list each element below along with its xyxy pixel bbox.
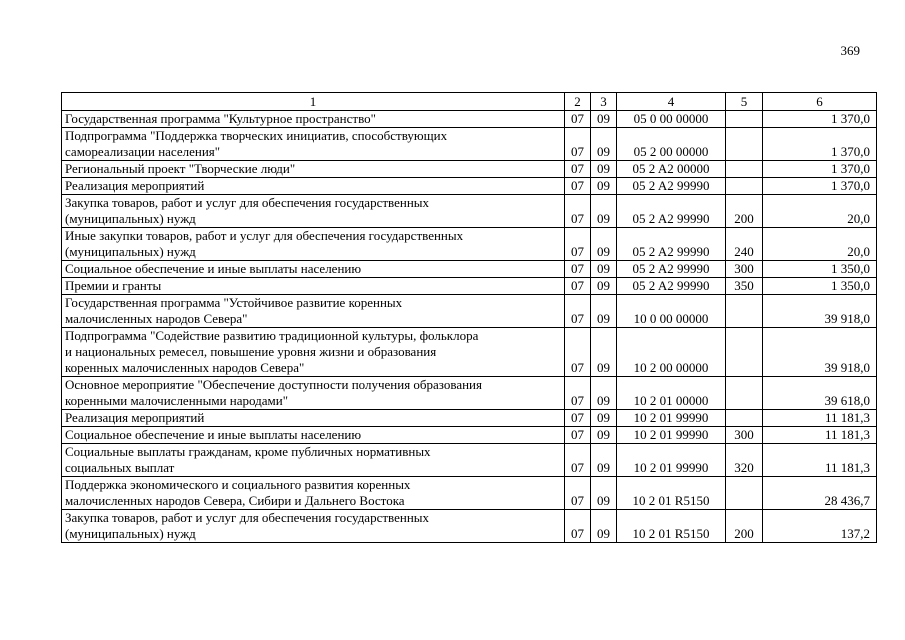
row-name: Поддержка экономического и социального развития коренных малочисленных народов Севера, Сибири и Дальнего Востока <box>62 477 565 510</box>
row-amount: 39 918,0 <box>763 328 877 377</box>
row-amount: 1 350,0 <box>763 261 877 278</box>
table-row <box>62 295 877 328</box>
row-chapter: 07 <box>565 228 591 261</box>
row-chapter: 07 <box>565 161 591 178</box>
header-col-5: 5 <box>726 93 763 111</box>
row-target-code: 05 2 A2 99990 <box>617 195 726 228</box>
table-row <box>62 427 877 444</box>
row-subsection: 09 <box>591 195 617 228</box>
row-name: Премии и гранты <box>62 278 565 295</box>
row-target-code: 05 0 00 00000 <box>617 111 726 128</box>
row-amount: 39 918,0 <box>763 295 877 328</box>
table-row <box>62 377 877 410</box>
row-target-code: 10 2 01 00000 <box>617 377 726 410</box>
row-chapter: 07 <box>565 178 591 195</box>
table-row <box>62 128 877 161</box>
table-row <box>62 444 877 477</box>
row-subsection: 09 <box>591 228 617 261</box>
header-col-4: 4 <box>617 93 726 111</box>
table-row <box>62 278 877 295</box>
table-row <box>62 410 877 427</box>
table-row <box>62 161 877 178</box>
row-expense-type <box>726 295 763 328</box>
row-subsection: 09 <box>591 261 617 278</box>
row-subsection: 09 <box>591 278 617 295</box>
row-chapter: 07 <box>565 510 591 543</box>
row-amount: 1 370,0 <box>763 128 877 161</box>
row-expense-type: 240 <box>726 228 763 261</box>
budget-table <box>61 92 877 543</box>
table-row <box>62 195 877 228</box>
row-subsection: 09 <box>591 178 617 195</box>
row-target-code: 10 2 01 99990 <box>617 427 726 444</box>
row-name: Основное мероприятие "Обеспечение доступности получения образования коренными малочисленными народами" <box>62 377 565 410</box>
row-target-code: 10 2 01 99990 <box>617 444 726 477</box>
row-chapter: 07 <box>565 427 591 444</box>
row-expense-type <box>726 111 763 128</box>
row-target-code: 05 2 00 00000 <box>617 128 726 161</box>
row-name: Социальные выплаты гражданам, кроме публичных нормативных социальных выплат <box>62 444 565 477</box>
row-target-code: 05 2 A2 99990 <box>617 278 726 295</box>
row-expense-type: 320 <box>726 444 763 477</box>
table-body <box>62 111 877 543</box>
row-name: Социальное обеспечение и иные выплаты населению <box>62 261 565 278</box>
row-expense-type <box>726 128 763 161</box>
row-name: Государственная программа "Культурное пространство" <box>62 111 565 128</box>
table-row <box>62 178 877 195</box>
row-subsection: 09 <box>591 427 617 444</box>
header-col-2: 2 <box>565 93 591 111</box>
row-expense-type: 300 <box>726 427 763 444</box>
row-expense-type <box>726 477 763 510</box>
row-amount: 137,2 <box>763 510 877 543</box>
page-number: 369 <box>840 43 860 58</box>
row-subsection: 09 <box>591 510 617 543</box>
row-name: Подпрограмма "Поддержка творческих инициатив, способствующих самореализации населения" <box>62 128 565 161</box>
row-amount: 1 370,0 <box>763 111 877 128</box>
row-name: Региональный проект "Творческие люди" <box>62 161 565 178</box>
table-row <box>62 228 877 261</box>
row-subsection: 09 <box>591 161 617 178</box>
row-name: Закупка товаров, работ и услуг для обеспечения государственных (муниципальных) нужд <box>62 195 565 228</box>
row-amount: 1 370,0 <box>763 178 877 195</box>
row-name: Социальное обеспечение и иные выплаты населению <box>62 427 565 444</box>
row-amount: 39 618,0 <box>763 377 877 410</box>
row-chapter: 07 <box>565 377 591 410</box>
row-expense-type <box>726 161 763 178</box>
row-subsection: 09 <box>591 111 617 128</box>
row-amount: 11 181,3 <box>763 427 877 444</box>
row-amount: 11 181,3 <box>763 444 877 477</box>
table-row <box>62 111 877 128</box>
row-name: Подпрограмма "Содействие развитию традиционной культуры, фольклора и национальных ремесел, повышение уровня жизни и образования коренных малочисленных народов Севера" <box>62 328 565 377</box>
table-row <box>62 510 877 543</box>
row-chapter: 07 <box>565 111 591 128</box>
row-subsection: 09 <box>591 444 617 477</box>
row-subsection: 09 <box>591 128 617 161</box>
row-amount: 1 370,0 <box>763 161 877 178</box>
row-target-code: 05 2 A2 99990 <box>617 261 726 278</box>
row-expense-type: 350 <box>726 278 763 295</box>
row-name: Закупка товаров, работ и услуг для обеспечения государственных (муниципальных) нужд <box>62 510 565 543</box>
row-expense-type: 200 <box>726 195 763 228</box>
table-row <box>62 477 877 510</box>
row-chapter: 07 <box>565 295 591 328</box>
row-amount: 1 350,0 <box>763 278 877 295</box>
row-target-code: 10 2 00 00000 <box>617 328 726 377</box>
row-chapter: 07 <box>565 477 591 510</box>
row-name: Иные закупки товаров, работ и услуг для обеспечения государственных (муниципальных) нужд <box>62 228 565 261</box>
row-chapter: 07 <box>565 195 591 228</box>
row-chapter: 07 <box>565 261 591 278</box>
header-col-3: 3 <box>591 93 617 111</box>
row-target-code: 05 2 A2 99990 <box>617 228 726 261</box>
row-target-code: 10 2 01 R5150 <box>617 477 726 510</box>
header-col-1: 1 <box>62 93 565 111</box>
row-expense-type: 200 <box>726 510 763 543</box>
row-chapter: 07 <box>565 444 591 477</box>
row-chapter: 07 <box>565 328 591 377</box>
row-target-code: 10 2 01 99990 <box>617 410 726 427</box>
row-subsection: 09 <box>591 328 617 377</box>
row-subsection: 09 <box>591 377 617 410</box>
row-name: Реализация мероприятий <box>62 178 565 195</box>
row-chapter: 07 <box>565 278 591 295</box>
row-target-code: 05 2 A2 99990 <box>617 178 726 195</box>
row-name: Государственная программа "Устойчивое развитие коренных малочисленных народов Севера" <box>62 295 565 328</box>
table-row <box>62 328 877 377</box>
row-amount: 11 181,3 <box>763 410 877 427</box>
row-amount: 28 436,7 <box>763 477 877 510</box>
header-row <box>62 93 877 111</box>
row-subsection: 09 <box>591 477 617 510</box>
row-chapter: 07 <box>565 128 591 161</box>
row-expense-type <box>726 328 763 377</box>
row-expense-type: 300 <box>726 261 763 278</box>
row-expense-type <box>726 377 763 410</box>
row-chapter: 07 <box>565 410 591 427</box>
row-target-code: 05 2 A2 00000 <box>617 161 726 178</box>
row-expense-type <box>726 178 763 195</box>
row-name: Реализация мероприятий <box>62 410 565 427</box>
row-target-code: 10 2 01 R5150 <box>617 510 726 543</box>
row-subsection: 09 <box>591 295 617 328</box>
row-amount: 20,0 <box>763 195 877 228</box>
row-target-code: 10 0 00 00000 <box>617 295 726 328</box>
header-col-6: 6 <box>763 93 877 111</box>
row-expense-type <box>726 410 763 427</box>
row-subsection: 09 <box>591 410 617 427</box>
table-row <box>62 261 877 278</box>
row-amount: 20,0 <box>763 228 877 261</box>
